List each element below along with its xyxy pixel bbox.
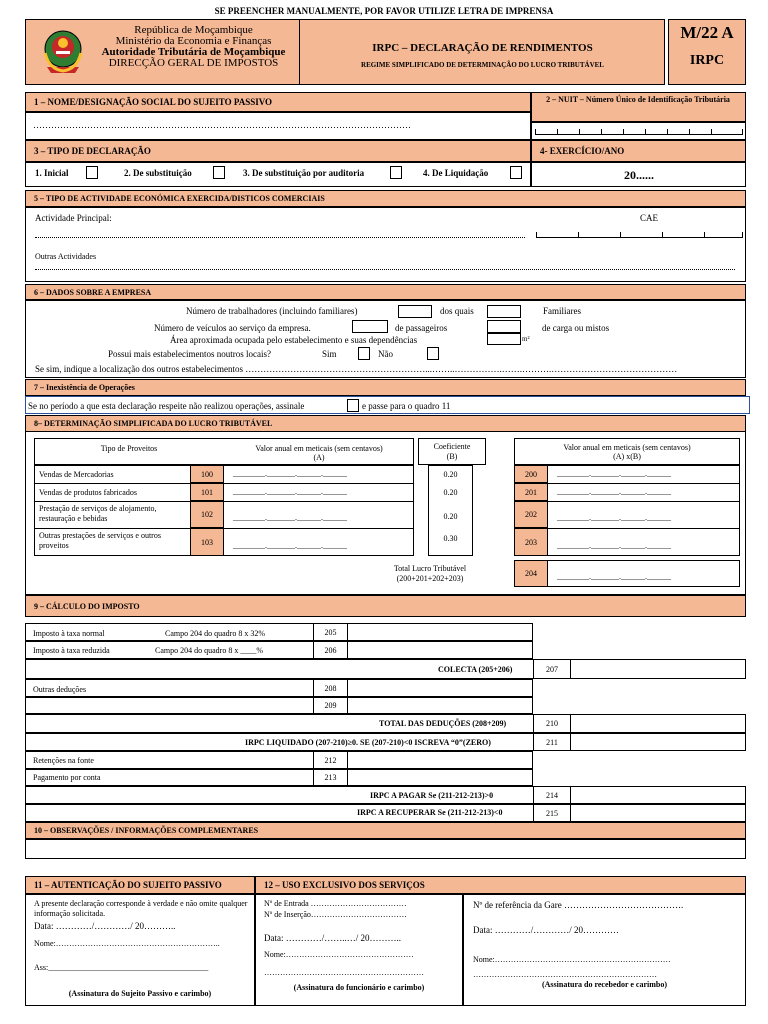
opt-substitution-checkbox[interactable] xyxy=(213,166,225,179)
other-activities-input[interactable] xyxy=(35,269,735,270)
ministry-text: Ministério da Economia e Finanças xyxy=(115,35,272,47)
section-11-header xyxy=(25,876,255,894)
section-9-header xyxy=(25,595,746,617)
entry-number[interactable]: Nº de Entrada ……………………………… xyxy=(264,899,407,908)
authority-text: Autoridade Tributária de Moçambique xyxy=(101,46,286,58)
row-102-code: 102 xyxy=(190,501,224,528)
other-est-label: Possui mais estabelecimentos noutros locais? xyxy=(108,349,271,359)
total-deductions-label: TOTAL DAS DEDUÇÕES (208+209) xyxy=(379,719,507,728)
code-205: 205 xyxy=(313,623,348,641)
section-12-label: 12 – USO EXCLUSIVO DOS SERVIÇOS xyxy=(264,880,425,890)
row-212 xyxy=(25,751,533,769)
code-210: 210 xyxy=(533,714,571,733)
row-100-coef: 0.20 xyxy=(443,470,458,479)
directorate-text: DIRECÇÃO GERAL DE IMPOSTOS xyxy=(108,57,279,69)
no-operations-text-b: e passe para o quadro 11 xyxy=(362,401,451,411)
cae-input[interactable] xyxy=(536,237,743,238)
receipt-footer: (Assinatura do recebedor e carimbo) xyxy=(541,980,668,989)
m2-unit: m² xyxy=(522,335,530,343)
code-214: 214 xyxy=(533,786,571,804)
row-103-code: 103 xyxy=(190,528,224,556)
row-102-name: Prestação de serviços de alojamento, restauração e bebidas xyxy=(39,504,157,523)
section-10-label: 10 – OBSERVAÇÕES / INFORMAÇÕES COMPLEMENTARES xyxy=(34,826,259,835)
section-7-label: 7 – Inexistência de Operações xyxy=(34,383,135,392)
services-date[interactable]: Data: …………/……..…/ 20……….. xyxy=(264,933,401,943)
row-103-input[interactable]: ________._______.______.______ xyxy=(233,541,347,550)
irpc-liquid-label: IRPC LIQUIDADO (207-210)≥0. SE (207-210)<0 ISCREVA “0”(ZERO) xyxy=(245,738,491,747)
row-102-coef: 0.20 xyxy=(443,512,458,521)
gare-reference[interactable]: Nº de referência da Gare …………………………………. xyxy=(473,900,684,910)
auth-declaration: A presente declaração corresponde à verdade e não omite qualquer informação solicitada. xyxy=(34,899,248,918)
row-100-input[interactable]: ________._______.______.______ xyxy=(233,469,347,478)
section-5-header xyxy=(25,190,746,207)
family-input[interactable] xyxy=(487,305,521,318)
normal-rate-label: Imposto à taxa normal xyxy=(33,629,105,638)
vehicles-input[interactable] xyxy=(352,320,388,333)
services-name[interactable]: Nome:………………………………………… xyxy=(264,950,414,959)
section-6-header xyxy=(25,284,746,300)
main-activity-input[interactable] xyxy=(35,237,525,238)
total-input[interactable]: ________._______.______.______ xyxy=(557,572,671,581)
code-207: 207 xyxy=(533,659,571,679)
col-a2-label: (A) xyxy=(313,453,325,462)
row-101-input[interactable]: ________._______.______.______ xyxy=(233,487,347,496)
reduced-rate-formula: Campo 204 do quadro 8 x ____% xyxy=(155,646,263,655)
section-6-label: 6 – DADOS SOBRE A EMPRESA xyxy=(34,287,152,297)
section-5-label: 5 – TIPO DE ACTIVIDADE ECONÓMICA EXERCIDA/DISTICOS COMERCIAIS xyxy=(34,194,325,203)
insert-number[interactable]: Nº de Inserção……………………………… xyxy=(264,910,407,919)
republic-text: República de Moçambique xyxy=(134,24,253,36)
receipt-date[interactable]: Data: …………/…………/ 20………… xyxy=(473,925,619,935)
section-4-header xyxy=(531,140,746,162)
workers-input[interactable] xyxy=(398,305,432,318)
nuit-field[interactable] xyxy=(531,122,746,140)
activity-box xyxy=(25,207,746,282)
code-209: 209 xyxy=(313,697,348,714)
row-202-code: 202 xyxy=(514,501,548,528)
row-200-code: 200 xyxy=(514,465,548,483)
section-12-header xyxy=(255,876,746,894)
code-206: 206 xyxy=(313,641,348,659)
other-activities-label: Outras Actividades xyxy=(35,252,97,261)
code-215: 215 xyxy=(533,804,571,822)
section-2-label: 2 – NUIT – Número Único de Identificação Tributária xyxy=(546,95,730,104)
opt-liquidation-checkbox[interactable] xyxy=(510,166,522,179)
of-which-label: dos quais xyxy=(440,306,474,316)
section-9-label: 9 – CÁLCULO DO IMPOSTO xyxy=(34,601,140,611)
opt-audit-checkbox[interactable] xyxy=(390,166,402,179)
section-8-label: 8– DETERMINAÇÃO SIMPLIFICADA DO LUCRO TRIBUTÁVEL xyxy=(34,419,273,428)
row-100-name: Vendas de Mercadorias xyxy=(39,470,114,479)
family-label: Familiares xyxy=(543,306,581,316)
passengers-label: de passageiros xyxy=(395,323,448,333)
opt-initial-checkbox[interactable] xyxy=(86,166,98,179)
services-dots: …………………………………………………… xyxy=(264,968,424,977)
value-205-input[interactable] xyxy=(348,624,533,640)
normal-rate-formula: Campo 204 do quadro 8 x 32% xyxy=(165,629,265,638)
col-coef2-label: (B) xyxy=(446,452,458,461)
account-payment-label: Pagamento por conta xyxy=(33,773,101,782)
col-ab-label: Valor anual em meticais (sem centavos) xyxy=(563,443,691,452)
no-checkbox[interactable] xyxy=(427,347,439,360)
yes-checkbox[interactable] xyxy=(358,347,370,360)
col-ab2-label: (A) x(B) xyxy=(613,452,641,461)
year-value: 20...... xyxy=(624,168,654,182)
col-a-label: Valor anual em meticais (sem centavos) xyxy=(255,444,383,453)
name-dots: ……………………………………………………………………………………………………………… xyxy=(33,120,411,130)
form-tax: IRPC xyxy=(689,53,725,68)
no-label: Não xyxy=(378,349,393,359)
form-subtitle: REGIME SIMPLIFICADO DE DETERMINAÇÃO DO LUCRO TRIBUTÁVEL xyxy=(361,61,604,69)
cae-label: CAE xyxy=(640,213,658,223)
opt-liquidation-label: 4. De Liquidação xyxy=(423,168,489,178)
row-203-input[interactable]: ________._______.______.______ xyxy=(557,541,671,550)
no-operations-text: Se no período a que esta declaração respeite não realizou operações, assinale xyxy=(28,401,305,411)
row-208 xyxy=(25,679,533,697)
section-3-header xyxy=(25,140,531,162)
row-201-input[interactable]: ________._______.______.______ xyxy=(557,487,671,496)
reduced-rate-label: Imposto à taxa reduzida xyxy=(33,646,110,655)
section-7-header xyxy=(25,379,746,396)
receipt-dots: …………………………………………………………… xyxy=(473,970,657,979)
row-101-name: Vendas de produtos fabricados xyxy=(39,488,137,497)
workers-label: Número de trabalhadores (incluindo familiares) xyxy=(186,306,358,316)
code-212: 212 xyxy=(313,751,348,769)
row-102-input[interactable]: ________._______.______.______ xyxy=(233,513,347,522)
total-label-2: (200+201+202+203) xyxy=(396,574,464,583)
value-207-input[interactable] xyxy=(571,660,746,678)
row-103-name: Outras prestações de serviços e outros proveitos xyxy=(39,531,161,550)
other-est-location[interactable]: Se sim, indique a localização dos outros estabelecimentos ……………………………………………………...……..…………….…….……….…………………………………… xyxy=(35,364,678,374)
section-1-header xyxy=(25,92,531,112)
row-203-code: 203 xyxy=(514,528,548,556)
other-deductions-label: Outras deduções xyxy=(33,685,87,694)
colecta-label: COLECTA (205+206) xyxy=(438,665,513,674)
cargo-label: de carga ou mistos xyxy=(542,323,610,333)
receipt-name[interactable]: Nome:………………………………………………………… xyxy=(473,955,671,964)
row-100-code: 100 xyxy=(190,465,224,483)
row-202-input[interactable]: ________._______.______.______ xyxy=(557,513,671,522)
row-201-code: 201 xyxy=(514,483,548,501)
opt-substitution-label: 2. De substituição xyxy=(124,168,192,178)
withholding-label: Retenções na fonte xyxy=(33,756,94,765)
total-code: 204 xyxy=(514,560,548,587)
section-3-label: 3 – TIPO DE DECLARAÇÃO xyxy=(34,146,151,156)
code-208: 208 xyxy=(313,679,348,697)
col-type-label: Tipo de Proveitos xyxy=(100,444,158,453)
col-coef-label: Coeficiente xyxy=(433,442,471,451)
section-4-label: 4- EXERCÍCIO/ANO xyxy=(540,146,625,156)
emblem-icon xyxy=(35,23,91,79)
row-209 xyxy=(25,697,533,714)
passengers-input[interactable] xyxy=(487,320,521,333)
row-101-code: 101 xyxy=(190,483,224,501)
yes-label: Sim xyxy=(322,349,337,359)
row-213 xyxy=(25,769,533,786)
section-10-header xyxy=(25,822,746,839)
opt-initial-label: 1. Inicial xyxy=(35,168,69,178)
auth-name[interactable]: Nome:…………………………………………………….. xyxy=(34,939,220,948)
row-200-input[interactable]: ________._______.______.______ xyxy=(557,469,671,478)
to-pay-label: IRPC A PAGAR Se (211-212-213)>0 xyxy=(370,791,494,800)
services-footer: (Assinatura do funcionário e carimbo) xyxy=(293,983,425,992)
section-1-label: 1 – NOME/DESIGNAÇÃO SOCIAL DO SUJEITO PASSIVO xyxy=(34,97,273,107)
code-213: 213 xyxy=(313,769,348,786)
total-label: Total Lucro Tributável xyxy=(393,564,467,573)
main-activity-label: Actividade Principal: xyxy=(35,213,112,223)
area-input[interactable] xyxy=(487,333,521,345)
row-103-coef: 0.30 xyxy=(443,534,458,543)
auth-signature[interactable]: Ass:________________________________________ xyxy=(34,963,209,972)
receipt-box xyxy=(463,894,746,1006)
auth-footer: (Assinatura do Sujeito Passivo e carimbo) xyxy=(68,989,212,998)
no-operations-checkbox[interactable] xyxy=(347,399,359,412)
opt-audit-label: 3. De substituição por auditoria xyxy=(243,168,365,178)
form-code: M/22 A xyxy=(680,23,734,42)
observations-input[interactable] xyxy=(25,839,746,859)
auth-date[interactable]: Data: …………/…………/ 20……….. xyxy=(34,921,176,931)
top-notice: SE PREENCHER MANUALMENTE, POR FAVOR UTILIZE LETRA DE IMPRENSA xyxy=(214,6,554,16)
value-206-input[interactable] xyxy=(348,642,533,658)
section-11-label: 11 – AUTENTICAÇÃO DO SUJEITO PASSIVO xyxy=(34,880,222,890)
area-label: Área aproximada ocupada pelo estabelecimento e suas dependências xyxy=(170,335,418,345)
issuer-block xyxy=(90,25,297,69)
vehicles-label: Número de veículos ao serviço da empresa. xyxy=(154,323,311,333)
form-title: IRPC – DECLARAÇÃO DE RENDIMENTOS xyxy=(372,42,593,54)
row-101-coef: 0.20 xyxy=(443,488,458,497)
section-8-header xyxy=(25,415,746,432)
to-recover-label: IRPC A RECUPERAR Se (211-212-213)<0 xyxy=(357,808,503,817)
code-211: 211 xyxy=(533,733,571,751)
